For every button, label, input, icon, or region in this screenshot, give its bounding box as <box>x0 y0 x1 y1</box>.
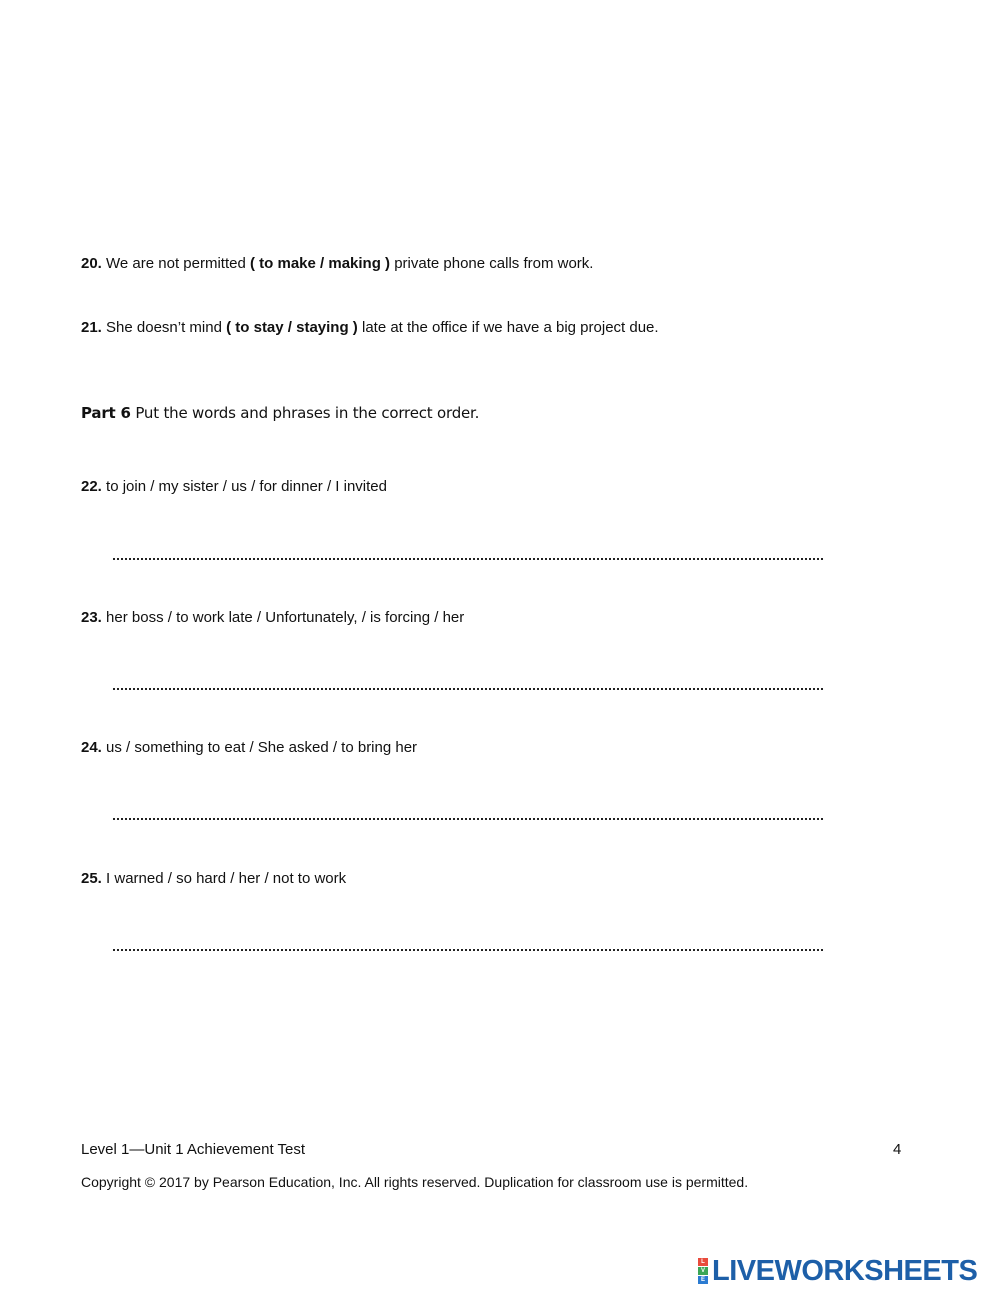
question-20 <box>81 255 593 272</box>
question-text: to join / my sister / us / for dinner / I invited <box>106 478 387 495</box>
question-number: 22. <box>81 478 102 495</box>
question-text: her boss / to work late / Unfortunately, / is forcing / her <box>106 609 465 626</box>
logo-block: L <box>698 1258 708 1266</box>
question-number: 23. <box>81 609 102 626</box>
question-number: 24. <box>81 739 102 756</box>
question-choice[interactable]: ( to stay / staying ) <box>226 319 358 336</box>
question-text-post: private phone calls from work. <box>390 255 594 272</box>
footer-title: Level 1—Unit 1 Achievement Test <box>81 1141 306 1158</box>
answer-line-23[interactable] <box>113 688 823 690</box>
answer-line-22[interactable] <box>113 558 823 560</box>
part6-instruction: Put the words and phrases in the correct order. <box>135 404 480 422</box>
answer-line-25[interactable] <box>113 949 823 951</box>
page-number: 4 <box>893 1141 902 1158</box>
logo-blocks-icon <box>698 1258 708 1284</box>
question-text-pre: We are not permitted <box>106 255 250 272</box>
liveworksheets-logo <box>698 1256 977 1286</box>
part6-label: Part 6 <box>81 404 131 422</box>
question-24 <box>81 739 417 756</box>
question-choice[interactable]: ( to make / making ) <box>250 255 391 272</box>
question-number: 21. <box>81 319 102 336</box>
question-23 <box>81 609 464 626</box>
answer-line-24[interactable] <box>113 818 823 820</box>
question-number: 25. <box>81 870 102 887</box>
logo-text: LIVEWORKSHEETS <box>712 1254 978 1287</box>
logo-block: E <box>698 1276 708 1284</box>
question-21 <box>81 319 659 336</box>
copyright: Copyright © 2017 by Pearson Education, Inc. All rights reserved. Duplication for classroom use is permitted. <box>81 1174 749 1190</box>
question-22 <box>81 478 387 495</box>
logo-block: V <box>698 1267 708 1275</box>
part6-heading <box>81 404 479 422</box>
question-text-pre: She doesn’t mind <box>106 319 227 336</box>
question-number: 20. <box>81 255 102 272</box>
question-text: I warned / so hard / her / not to work <box>106 870 347 887</box>
question-25 <box>81 870 346 887</box>
question-text-post: late at the office if we have a big project due. <box>357 319 659 336</box>
question-text: us / something to eat / She asked / to bring her <box>106 739 418 756</box>
